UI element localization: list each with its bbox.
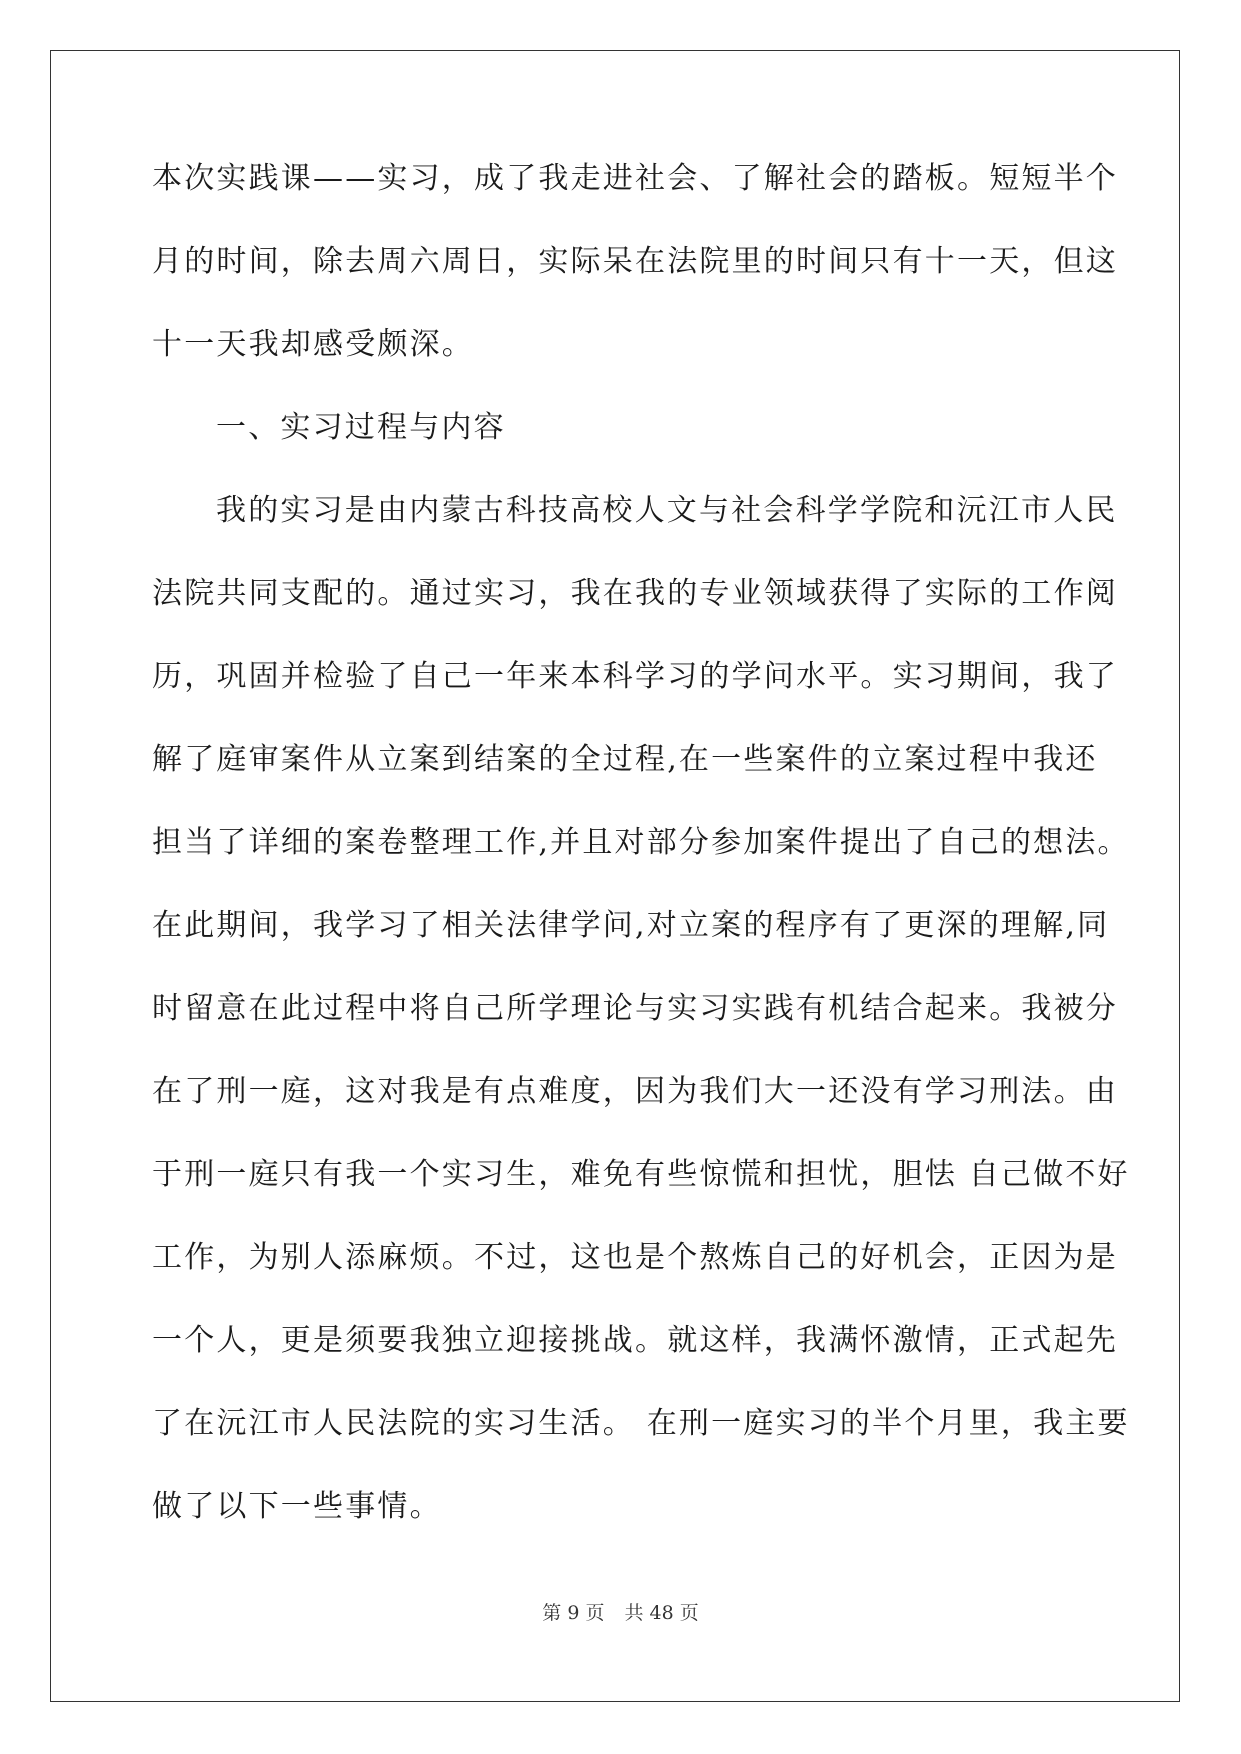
text-line: 做了以下一些事情。 (152, 1489, 442, 1524)
text-line: 在了刑一庭，这对我是有点难度，因为我们大一还没有学习刑法。由 (152, 1074, 1118, 1109)
text-line: 本次实践课——实习，成了我走进社会、了解社会的踏板。短短半个 (152, 161, 1118, 196)
text-line: 工作，为别人添麻烦。不过，这也是个熬炼自己的好机会，正因为是 (152, 1240, 1118, 1275)
text-line: 于刑一庭只有我一个实习生，难免有些惊慌和担忧，胆怯 自己做不好 (152, 1157, 1130, 1192)
text-line: 十一天我却感受颇深。 (152, 327, 474, 362)
text-line: 时留意在此过程中将自己所学理论与实习实践有机结合起来。我被分 (152, 991, 1118, 1026)
text-line: 法院共同支配的。通过实习，我在我的专业领域获得了实际的工作阅 (152, 576, 1118, 611)
section-heading: 一、实习过程与内容 (216, 410, 506, 445)
page-footer (0, 1600, 1241, 1626)
page-total: 共 48 页 (624, 1602, 699, 1624)
text-line: 一个人，更是须要我独立迎接挑战。就这样，我满怀激情，正式起先 (152, 1323, 1118, 1358)
page-number: 第 9 页 (542, 1602, 605, 1624)
text-line: 了在沅江市人民法院的实习生活。 在刑一庭实习的半个月里，我主要 (152, 1406, 1130, 1441)
text-line: 月的时间，除去周六周日，实际呆在法院里的时间只有十一天，但这 (152, 244, 1118, 279)
text-line: 我的实习是由内蒙古科技高校人文与社会科学学院和沅江市人民 (216, 493, 1118, 528)
text-line: 担当了详细的案卷整理工作,并且对部分参加案件提出了自己的想法。 (152, 825, 1130, 860)
document-body (152, 158, 1130, 1569)
text-line: 解了庭审案件从立案到结案的全过程,在一些案件的立案过程中我还 (152, 742, 1098, 777)
text-line: 在此期间，我学习了相关法律学问,对立案的程序有了更深的理解,同 (152, 908, 1110, 943)
text-line: 历，巩固并检验了自己一年来本科学习的学问水平。实习期间，我了 (152, 659, 1118, 694)
